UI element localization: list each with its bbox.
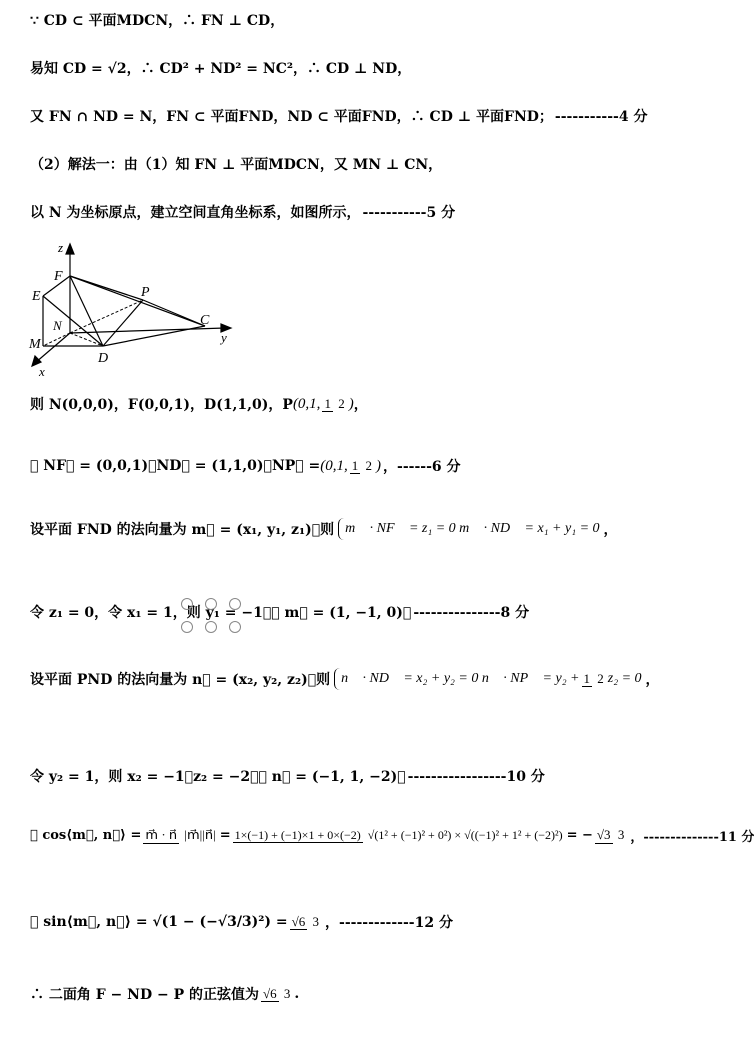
den: |m⃗||n⃗| <box>184 827 216 843</box>
text: ∵ CD ⊂ 平面MDCN，∴ FN ⊥ CD， <box>30 13 285 29</box>
text: . <box>294 986 300 1002</box>
text: 设平面 PND 的法向量为 n⃗ = (x₂, y₂, z₂)，则 <box>30 672 331 689</box>
score: ，------6 分 <box>383 459 461 475</box>
text: ∴ 二面角 F − ND − P 的正弦值为 <box>30 987 259 1003</box>
num: m⃗ · n⃗ <box>145 827 178 843</box>
proof-line-13 <box>30 912 453 932</box>
proof-line-7 <box>30 456 461 476</box>
text: 令 y₂ = 1，则 x₂ = −1，z₂ = −2，∴ n⃗ = (−1, 1, −2)， <box>30 769 406 785</box>
score: ---------------8 分 <box>413 605 530 621</box>
score: ，--------------11 分 <box>630 830 754 845</box>
eq: n⃗ · ND⃗ = x₂ + y₂ = 0 <box>341 671 479 686</box>
score: -----------4 分 <box>554 109 648 125</box>
text: 又 FN ∩ ND = N，FN ⊂ 平面FND，ND ⊂ 平面FND，∴ CD ⊥ 平面FND； <box>30 109 553 125</box>
solution-heading <box>30 154 442 174</box>
den: 3 <box>283 985 291 1001</box>
p-coord-suffix: ) <box>348 395 354 412</box>
den: 2 <box>338 395 345 411</box>
p-coord-prefix: (0,1, <box>320 457 348 474</box>
num: 1 <box>324 395 331 411</box>
fraction-half <box>322 396 346 412</box>
eq-part: n⃗ · NP⃗ = y₂ + <box>481 671 580 686</box>
proof-line-9 <box>30 602 529 622</box>
text: 令 z₁ = 0，令 x₁ = 1，则 y₁ = −1，∴ m⃗ = (1, −1, 0)， <box>30 605 412 621</box>
proof-line-2 <box>30 58 411 78</box>
num: 1 <box>583 670 591 686</box>
num: 1 <box>351 457 359 473</box>
den: 3 <box>312 913 320 929</box>
num: 1×(−1) + (−1)×1 + 0×(−2) <box>234 827 361 842</box>
text: ∴ sin⟨m⃗, n⃗⟩ = √(1 − (−√3/3)²) = <box>30 914 288 930</box>
fraction-half <box>350 458 374 474</box>
eq: m⃗ · ND⃗ = x₁ + y₁ = 0 <box>459 521 600 536</box>
text: ， <box>645 672 660 689</box>
score: -----------------10 分 <box>407 769 545 785</box>
text: = − <box>566 828 593 843</box>
score: ，-------------12 分 <box>325 915 453 931</box>
score: -----------5 分 <box>362 205 456 221</box>
proof-line-10 <box>30 668 660 690</box>
label-F: F <box>54 269 63 284</box>
proof-line-12 <box>30 826 754 845</box>
proof-line-3 <box>30 106 647 126</box>
fraction-result <box>595 827 626 843</box>
conclusion-line <box>30 984 299 1004</box>
text: ∴ NF⃗ = (0,0,1)，ND⃗ = (1,1,0)，NP⃗ = <box>30 458 321 474</box>
label-M: M <box>29 337 41 352</box>
proof-line-1 <box>30 10 284 30</box>
fraction-result <box>261 986 292 1002</box>
text: 则 N(0,0,0)，F(0,0,1)，D(1,1,0)，P <box>30 397 293 413</box>
eq <box>482 668 642 690</box>
text: 易知 CD = √2，∴ CD² + ND² = NC²，∴ CD ⊥ ND， <box>30 61 412 77</box>
proof-line-8 <box>30 518 618 540</box>
label-y: y <box>221 330 227 345</box>
label-z: z <box>58 240 64 255</box>
coordinate-figure <box>25 238 245 378</box>
equation-system <box>338 518 599 540</box>
label-x: x <box>39 364 45 379</box>
proof-line-11 <box>30 766 545 786</box>
label-C: C <box>200 313 210 328</box>
eq-part: z₂ = 0 <box>607 671 642 686</box>
eq: m⃗ · NF⃗ = z₁ = 0 <box>345 521 456 536</box>
den: 2 <box>365 457 373 473</box>
fraction-half <box>582 669 606 690</box>
proof-line-6 <box>30 394 368 414</box>
den: 3 <box>617 827 625 843</box>
fraction-expansion <box>233 828 565 843</box>
label-P: P <box>141 285 150 300</box>
num: √6 <box>262 985 277 1001</box>
den: √(1² + (−1)² + 0²) × √((−1)² + 1² + (−2)²) <box>367 827 563 842</box>
den: 2 <box>597 670 604 686</box>
text: ∴ cos⟨m⃗, n⃗⟩ = <box>30 828 142 843</box>
p-coord-suffix: ) <box>376 457 382 474</box>
p-coord-prefix: (0,1, <box>292 395 321 412</box>
text: 以 N 为坐标原点，建立空间直角坐标系，如图所示， <box>30 205 361 221</box>
text: = <box>219 828 231 843</box>
editor-selection-handles <box>180 597 244 635</box>
label-N: N <box>53 318 62 333</box>
label-E: E <box>32 289 41 304</box>
text: ， <box>603 522 618 539</box>
text: ， <box>353 397 368 413</box>
num: √6 <box>291 913 306 929</box>
num: √3 <box>596 827 611 843</box>
proof-line-5 <box>30 202 455 222</box>
text: （2）解法一：由（1）知 FN ⊥ 平面MDCN，又 MN ⊥ CN， <box>30 157 443 173</box>
fraction-cos <box>143 827 217 843</box>
label-D: D <box>98 351 109 366</box>
text: 设平面 FND 的法向量为 m⃗ = (x₁, y₁, z₁)，则 <box>30 522 335 539</box>
fraction-result <box>290 914 321 930</box>
equation-system <box>334 668 641 690</box>
